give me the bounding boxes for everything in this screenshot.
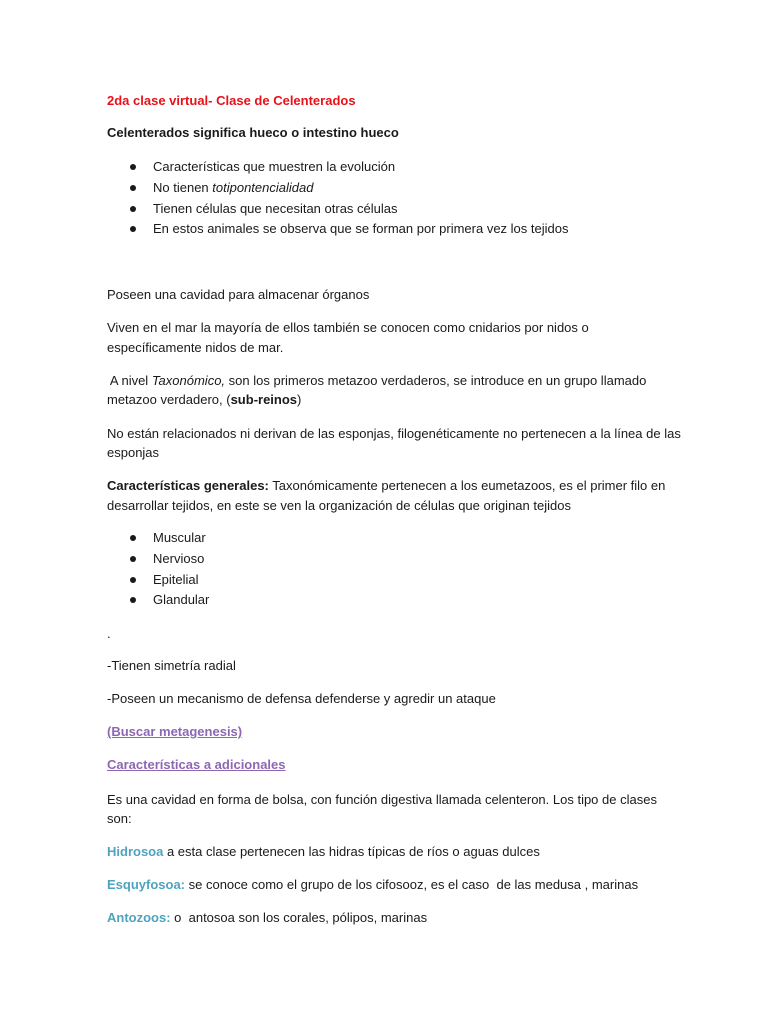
list-item: Tienen células que necesitan otras células [130, 199, 568, 220]
paragraph-taxonomic-line1: A nivel Taxonómico, son los primeros metazoo verdaderos, se introduce en un grupo llamado [107, 373, 647, 388]
bullet-icon [130, 164, 136, 170]
bullet-icon [130, 226, 136, 232]
bullet-icon [130, 206, 136, 212]
paragraph-taxonomic-line2: metazoo verdadero, (sub-reinos) [107, 392, 302, 407]
paragraph-classes-line2: son: [107, 811, 132, 826]
list-item: Características que muestren la evolución [130, 157, 568, 178]
document-title: 2da clase virtual- Clase de Celenterados [107, 93, 356, 108]
list-item: Nervioso [130, 549, 209, 570]
bullet-icon [130, 597, 136, 603]
list-item: Muscular [130, 528, 209, 549]
paragraph-general-line2: desarrollar tejidos, en este se ven la organización de células que originan tejidos [107, 498, 571, 513]
class-hidrosoa: Hidrosoa a esta clase pertenecen las hidras típicas de ríos o aguas dulces [107, 844, 540, 859]
italic-term: totipontencialidad [212, 179, 314, 195]
bullet-icon [130, 535, 136, 541]
paragraph-habitat-line2: específicamente nidos de mar. [107, 340, 284, 355]
bullet-icon [130, 577, 136, 583]
paragraph-classes-line1: Es una cavidad en forma de bolsa, con función digestiva llamada celenteron. Los tipo de clases [107, 792, 657, 807]
tissue-list [130, 528, 209, 611]
class-name: Esquyfosoa: [107, 877, 186, 892]
class-esquyfosoa: Esquyfosoa: se conoce como el grupo de los cifosooz, es el caso de las medusa , marinas [107, 877, 639, 892]
paragraph-symmetry: -Tienen simetría radial [107, 658, 236, 673]
paragraph-habitat-line1: Viven en el mar la mayoría de ellos también se conocen como cnidarios por nidos o [107, 320, 589, 335]
link-caracteristicas-adicionales[interactable]: Características a adicionales [107, 757, 286, 772]
stray-dot: . [107, 626, 111, 641]
list-item: No tienen totipontencialidad [130, 178, 568, 199]
document-subtitle: Celenterados significa hueco o intestino hueco [107, 125, 399, 140]
list-item: Epitelial [130, 570, 209, 591]
bullet-icon [130, 556, 136, 562]
paragraph-cavity: Poseen una cavidad para almacenar órganos [107, 287, 370, 302]
list-item: Glandular [130, 590, 209, 611]
link-buscar-metagenesis[interactable]: (Buscar metagenesis) [107, 724, 243, 739]
list-item: En estos animales se observa que se forman por primera vez los tejidos [130, 219, 568, 240]
class-antozoos: Antozoos: o antosoa son los corales, pólipos, marinas [107, 910, 428, 925]
paragraph-sponges-line2: esponjas [107, 445, 160, 460]
bullet-icon [130, 185, 136, 191]
class-name: Hidrosoa [107, 844, 164, 859]
paragraph-sponges-line1: No están relacionados ni derivan de las esponjas, filogenéticamente no pertenecen a la línea de las [107, 426, 681, 441]
paragraph-general-line1: Características generales: Taxonómicamente pertenecen a los eumetazoos, es el primer filo en [107, 478, 666, 493]
class-name: Antozoos: [107, 910, 171, 925]
paragraph-defense: -Poseen un mecanismo de defensa defenderse y agredir un ataque [107, 691, 496, 706]
feature-list [130, 157, 568, 240]
